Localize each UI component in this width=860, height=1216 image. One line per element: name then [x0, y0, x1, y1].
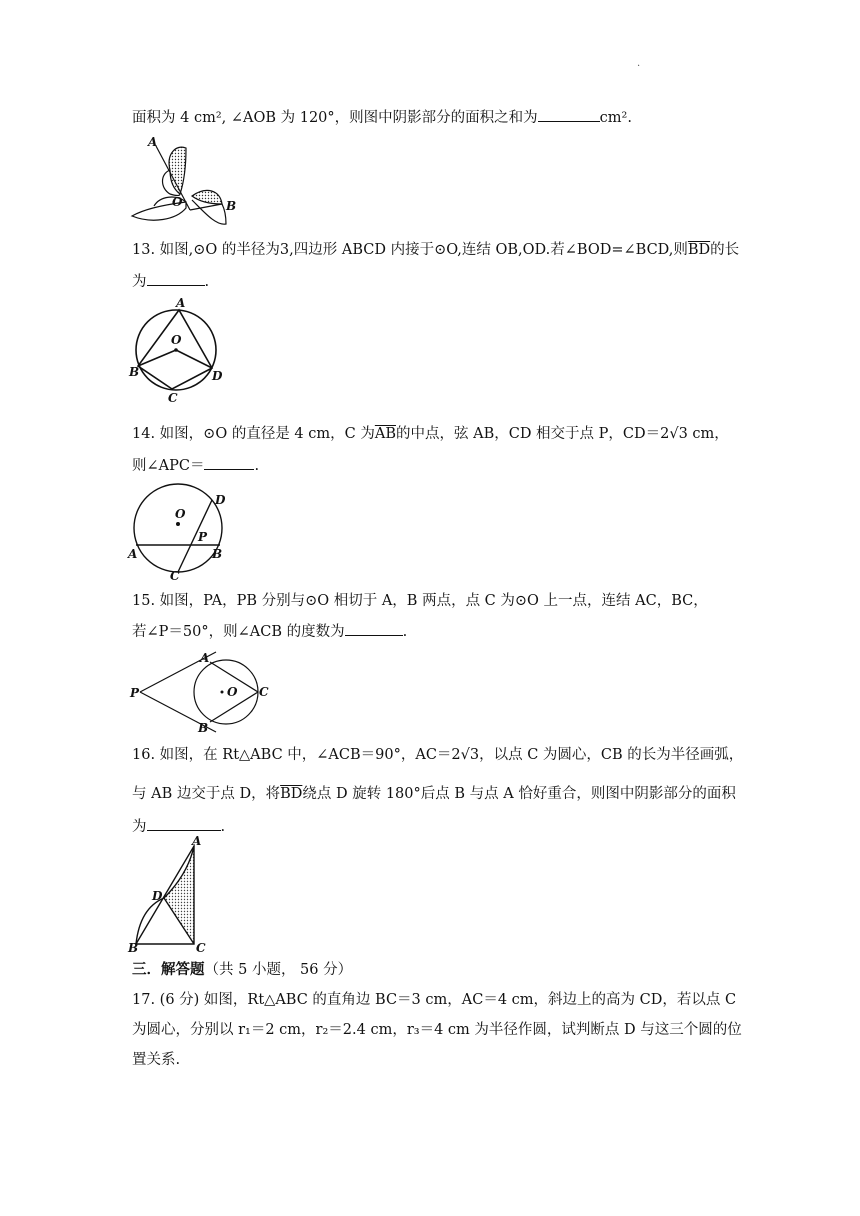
q14-line2: 则∠APC＝ . — [132, 454, 259, 476]
q16-answer-blank — [147, 815, 221, 831]
q13-figure — [126, 296, 236, 408]
q14-label-o: O — [175, 507, 186, 521]
q16-arc-label: $\overline{BD}$ — [280, 786, 303, 802]
q17-line1: 17. (6 分) 如图，Rt△ABC 的直角边 BC＝3 cm，AC＝4 cm，斜边上的高为 CD，若以点 C — [132, 992, 737, 1008]
q13-label-c: C — [168, 391, 178, 405]
q15-label-c: C — [259, 685, 269, 699]
q15-label-b: B — [198, 721, 209, 735]
q16-line2: 与 AB 边交于点 D，将$\overline{BD}$绕点 D 旋转 180°后点 B 与点 A 恰好重合，则图中阴影部分的面积 — [132, 786, 736, 802]
q14-label-b: B — [212, 547, 223, 561]
q13-label-d: D — [212, 369, 223, 383]
q14-answer-blank — [204, 454, 254, 470]
q12-figure — [126, 134, 256, 228]
section3-note: （共 5 小题， 56 分） — [204, 962, 353, 978]
q15-line2: 若∠P＝50°，则∠ACB 的度数为 . — [132, 620, 407, 642]
q16-label-a: A — [192, 834, 202, 848]
q15-figure — [126, 650, 276, 734]
q13-label-b: B — [129, 365, 140, 379]
q16-label-b: B — [128, 941, 139, 955]
q15-label-a: A — [200, 651, 210, 665]
q14-line1: 14. 如图，⊙O 的直径是 4 cm，C 为$\overline{AB}$的中点，弦 AB，CD 相交于点 P，CD＝2√3 cm， — [132, 426, 729, 442]
section3-heading: 三．解答题 — [132, 962, 205, 978]
q12-label-a: A — [148, 135, 158, 149]
q16-label-c: C — [196, 941, 206, 955]
q14-figure — [126, 488, 236, 584]
q15-label-o: O — [227, 685, 238, 699]
q15-label-p: P — [130, 686, 140, 700]
q16-figure — [126, 834, 216, 955]
q13-line1: 13. 如图,⊙O 的半径为3,四边形 ABCD 内接于⊙O,连结 OB,OD.若∠BOD=∠BCD,则$\overline{BD}$的长 — [132, 242, 740, 258]
q14-label-p: P — [198, 530, 208, 544]
q13-arc-label: $\overline{BD}$ — [687, 242, 711, 258]
q12-label-o: O — [172, 195, 183, 209]
q13-label-a: A — [176, 296, 186, 310]
q12-label-b: B — [226, 199, 237, 213]
q13-label-o: O — [171, 333, 182, 347]
q12-leaf-top — [169, 147, 186, 194]
header-mark: . — [637, 58, 641, 69]
q17-line2: 为圆心，分别以 r₁＝2 cm，r₂＝2.4 cm，r₃＝4 cm 为半径作圆，试判断点 D 与这三个圆的位 — [132, 1022, 742, 1038]
q14-label-d: D — [215, 493, 226, 507]
q14-label-a: A — [128, 547, 138, 561]
q13-answer-blank — [147, 270, 205, 286]
q16-label-d: D — [152, 889, 163, 903]
q12-text: 面积为 4 cm², ∠AOB 为 120°，则图中阴影部分的面积之和为 cm². — [132, 106, 632, 128]
q16-line3: 为 . — [132, 815, 225, 837]
q14-label-c: C — [170, 569, 180, 583]
q12-leaf-right — [192, 190, 222, 204]
q17-line3: 置关系. — [132, 1052, 181, 1068]
section3-title — [132, 960, 352, 980]
q16-line1: 16. 如图，在 Rt△ABC 中，∠ACB＝90°，AC＝2√3，以点 C 为圆心，CB 的长为半径画弧， — [132, 747, 744, 763]
q15-line1: 15. 如图，PA，PB 分别与⊙O 相切于 A，B 两点，点 C 为⊙O 上一点，连结 AC，BC， — [132, 593, 708, 609]
q13-line2: 为 . — [132, 270, 209, 292]
q14-arc-label: $\overline{AB}$ — [374, 426, 396, 442]
q12-answer-blank — [538, 106, 600, 122]
q15-answer-blank — [345, 620, 403, 636]
